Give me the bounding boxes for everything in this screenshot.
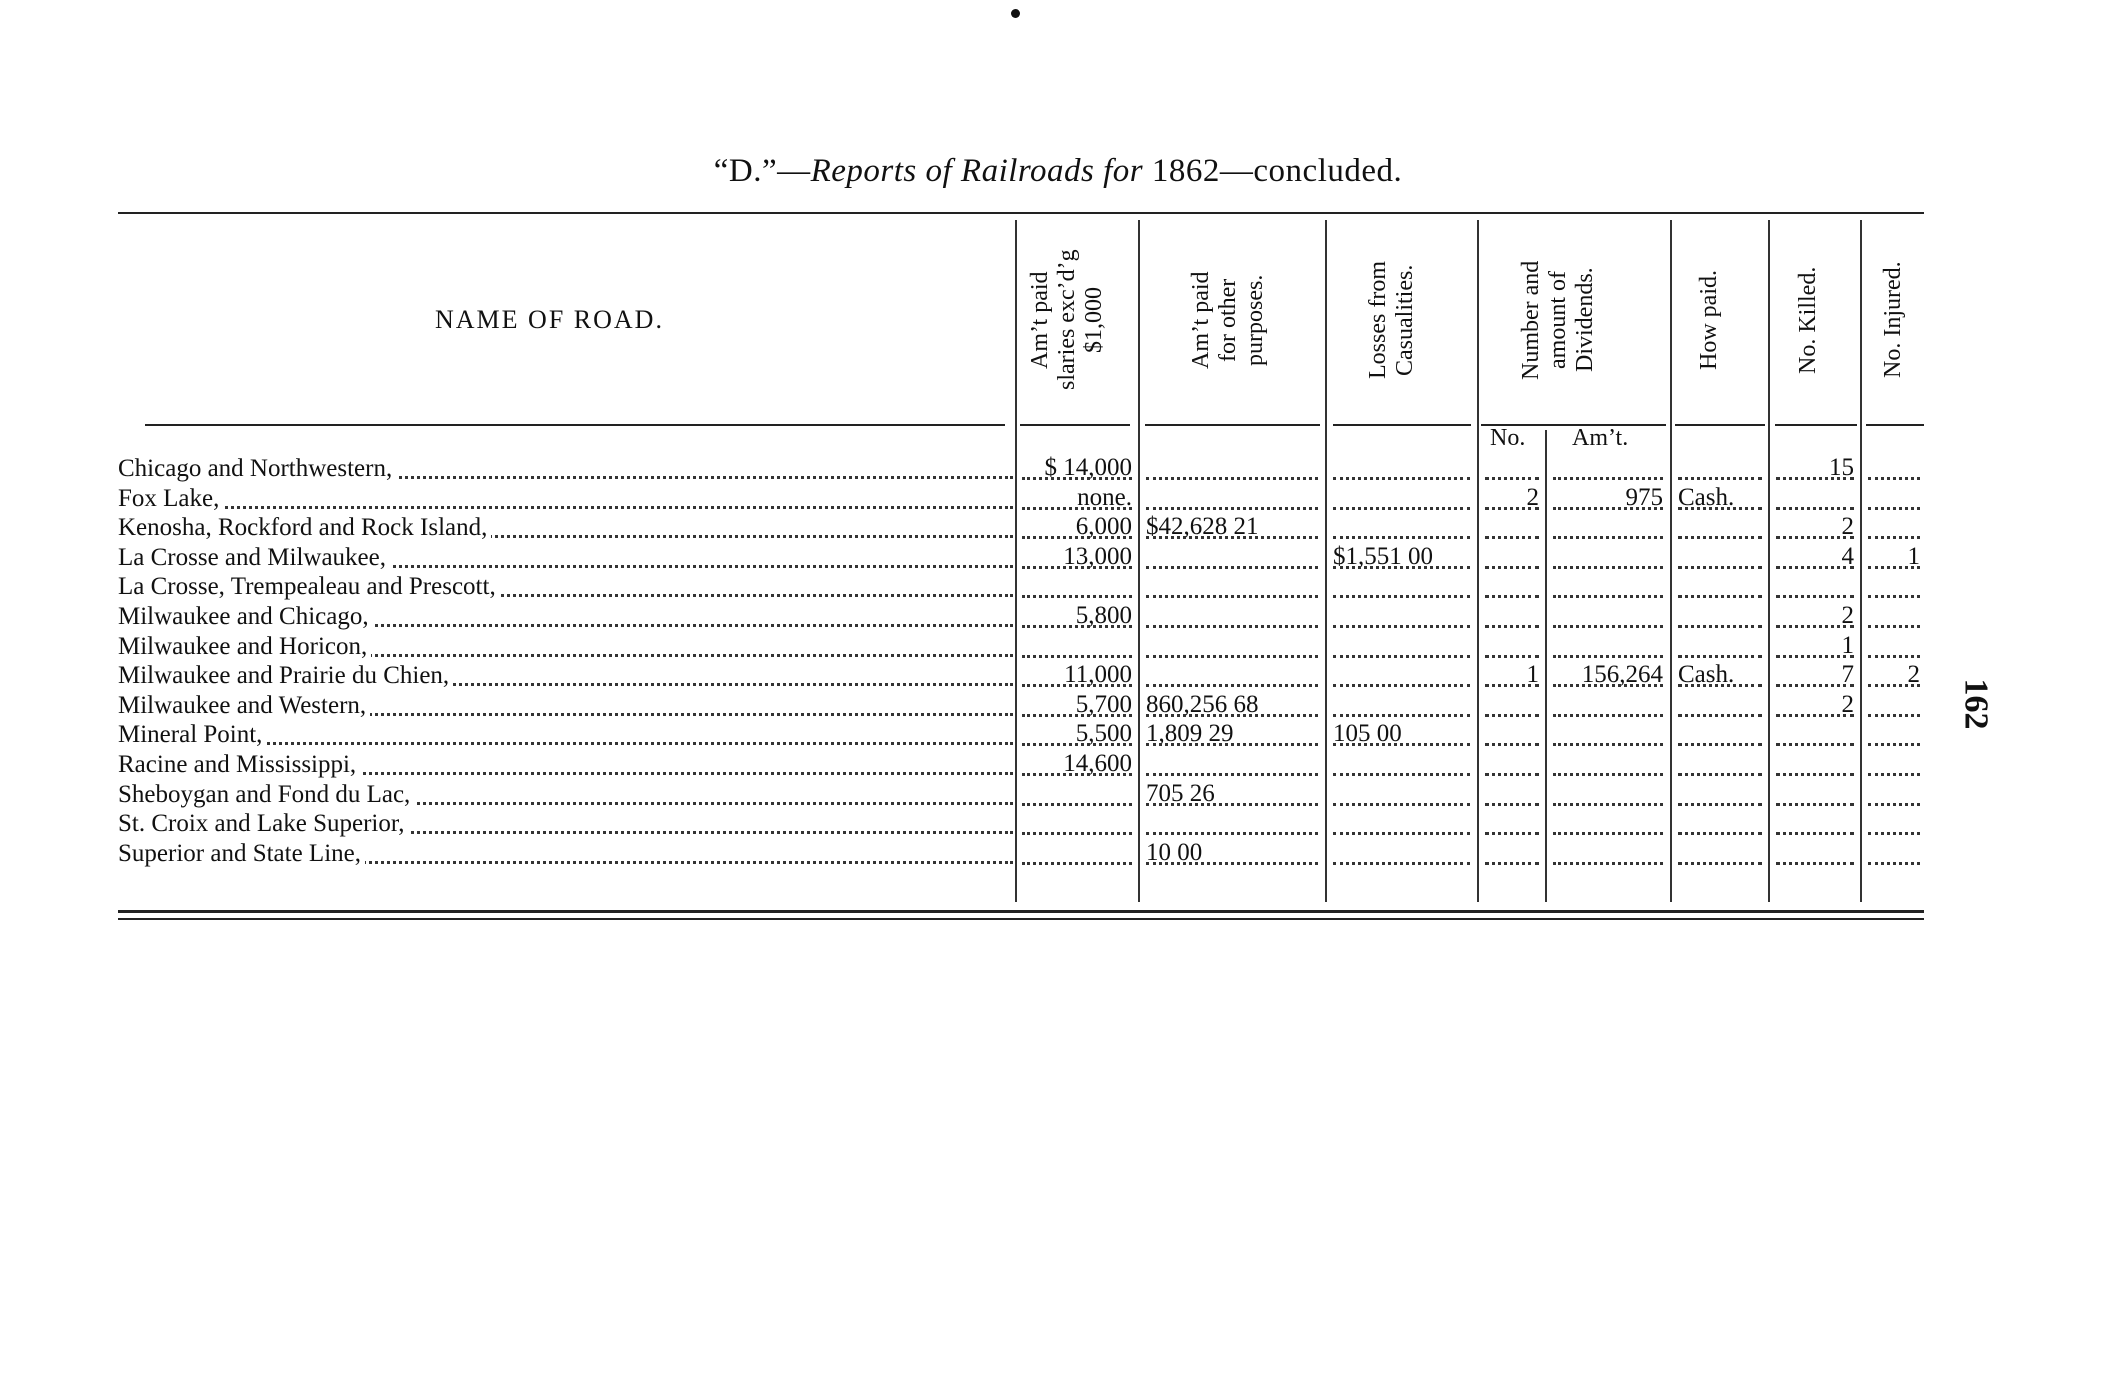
cell-other — [1142, 692, 1322, 721]
cell-value: $ 14,000 — [1042, 454, 1133, 482]
cell-value: 10 00 — [1146, 839, 1205, 867]
cell-losses — [1329, 810, 1474, 839]
cell-div-no — [1481, 662, 1543, 691]
cell-killed — [1772, 573, 1858, 602]
header-no-killed: No. Killed. — [1795, 266, 1821, 374]
cell-salaries — [1018, 544, 1136, 573]
cell-div-no — [1481, 455, 1543, 484]
cell-other — [1142, 514, 1322, 543]
road-name — [118, 603, 1013, 631]
cell-value: 4 — [1839, 543, 1855, 571]
cell-value: $1,551 00 — [1333, 543, 1436, 571]
cell-value: 975 — [1623, 484, 1664, 512]
road-name-label: Racine and Mississippi, — [118, 751, 360, 778]
cell-div-amt — [1549, 633, 1667, 662]
cell-salaries — [1018, 514, 1136, 543]
cell-div-no — [1481, 514, 1543, 543]
cell-div-amt — [1549, 662, 1667, 691]
cell-injured — [1864, 840, 1924, 869]
road-name-label: Milwaukee and Horicon, — [118, 633, 371, 660]
cell-how-paid — [1674, 721, 1766, 750]
cell-salaries — [1018, 810, 1136, 839]
cell-value: 13,000 — [1060, 543, 1132, 571]
cell-salaries — [1018, 485, 1136, 514]
cell-losses — [1329, 840, 1474, 869]
page-number: 162 — [1957, 678, 1995, 730]
cell-value: 2 — [1905, 661, 1921, 689]
road-name — [118, 485, 1013, 513]
header-underline — [145, 424, 1005, 426]
table-row — [0, 692, 2116, 721]
cell-other — [1142, 573, 1322, 602]
cell-other — [1142, 781, 1322, 810]
cell-injured — [1864, 692, 1924, 721]
road-name-label: Kenosha, Rockford and Rock Island, — [118, 514, 491, 541]
cell-value: 705 26 — [1146, 780, 1218, 808]
cell-other — [1142, 810, 1322, 839]
road-name — [118, 455, 1013, 483]
cell-how-paid — [1674, 751, 1766, 780]
cell-div-no — [1481, 840, 1543, 869]
cell-div-amt — [1549, 840, 1667, 869]
cell-how-paid — [1674, 633, 1766, 662]
cell-killed — [1772, 633, 1858, 662]
cell-salaries — [1018, 662, 1136, 691]
title-suffix: 1862—concluded. — [1143, 153, 1403, 189]
cell-how-paid — [1674, 603, 1766, 632]
cell-other — [1142, 840, 1322, 869]
cell-value: 2 — [1839, 691, 1855, 719]
cell-how-paid — [1674, 573, 1766, 602]
road-name — [118, 662, 1013, 690]
cell-killed — [1772, 455, 1858, 484]
header-underline — [1775, 424, 1857, 426]
cell-div-amt — [1549, 751, 1667, 780]
table-bottom-rule — [118, 918, 1924, 920]
cell-value: 2 — [1839, 602, 1855, 630]
cell-injured — [1864, 455, 1924, 484]
cell-injured — [1864, 544, 1924, 573]
cell-killed — [1772, 662, 1858, 691]
cell-how-paid — [1674, 692, 1766, 721]
road-name — [118, 840, 1013, 868]
road-name-label: La Crosse and Milwaukee, — [118, 544, 390, 571]
road-name — [118, 544, 1013, 572]
cell-div-amt — [1549, 781, 1667, 810]
cell-injured — [1864, 751, 1924, 780]
title-italic: Reports of Railroads for — [810, 153, 1144, 189]
cell-losses — [1329, 721, 1474, 750]
table-row — [0, 781, 2116, 810]
table-row — [0, 573, 2116, 602]
road-name-label: Chicago and Northwestern, — [118, 455, 396, 482]
cell-div-amt — [1549, 514, 1667, 543]
cell-value: 105 00 — [1333, 720, 1405, 748]
table-row — [0, 514, 2116, 543]
cell-how-paid — [1674, 810, 1766, 839]
cell-div-no — [1481, 751, 1543, 780]
cell-losses — [1329, 781, 1474, 810]
road-name — [118, 751, 1013, 779]
cell-div-amt — [1549, 544, 1667, 573]
cell-div-no — [1481, 781, 1543, 810]
cell-salaries — [1018, 692, 1136, 721]
header-name-of-road: NAME OF ROAD. — [435, 305, 664, 334]
cell-losses — [1329, 573, 1474, 602]
cell-injured — [1864, 573, 1924, 602]
cell-value: 1 — [1524, 661, 1540, 689]
header-underline — [1145, 424, 1320, 426]
header-underline — [1675, 424, 1765, 426]
road-name-label: Fox Lake, — [118, 485, 223, 512]
cell-injured — [1864, 721, 1924, 750]
cell-how-paid — [1674, 840, 1766, 869]
cell-div-no — [1481, 544, 1543, 573]
table-row — [0, 721, 2116, 750]
cell-other — [1142, 455, 1322, 484]
table-bottom-rule — [118, 910, 1924, 913]
cell-div-no — [1481, 573, 1543, 602]
header-dividends: Number and amount of Dividends. — [1518, 260, 1598, 380]
cell-value: Cash. — [1678, 661, 1737, 689]
road-name — [118, 781, 1013, 809]
road-name-label: Sheboygan and Fond du Lac, — [118, 781, 414, 808]
cell-div-amt — [1549, 692, 1667, 721]
cell-value: 7 — [1839, 661, 1855, 689]
cell-injured — [1864, 810, 1924, 839]
table-top-rule — [118, 212, 1924, 214]
cell-value: 2 — [1839, 513, 1855, 541]
cell-injured — [1864, 603, 1924, 632]
cell-other — [1142, 721, 1322, 750]
road-name — [118, 692, 1013, 720]
cell-salaries — [1018, 455, 1136, 484]
road-name — [118, 514, 1013, 542]
cell-salaries — [1018, 751, 1136, 780]
cell-killed — [1772, 514, 1858, 543]
cell-value: 6,000 — [1073, 513, 1132, 541]
cell-div-no — [1481, 692, 1543, 721]
cell-losses — [1329, 662, 1474, 691]
cell-salaries — [1018, 721, 1136, 750]
table-row — [0, 455, 2116, 484]
cell-losses — [1329, 692, 1474, 721]
header-underline — [1020, 424, 1130, 426]
cell-losses — [1329, 633, 1474, 662]
cell-injured — [1864, 662, 1924, 691]
road-name — [118, 721, 1013, 749]
cell-salaries — [1018, 573, 1136, 602]
cell-div-amt — [1549, 603, 1667, 632]
road-name-label: Mineral Point, — [118, 721, 266, 748]
table-row — [0, 485, 2116, 514]
cell-salaries — [1018, 603, 1136, 632]
header-salaries: Am’t paid slaries exc’d’g $1,000 — [1027, 249, 1107, 391]
page-title — [0, 153, 2116, 190]
road-name-label: Milwaukee and Western, — [118, 692, 370, 719]
cell-div-amt — [1549, 485, 1667, 514]
cell-killed — [1772, 781, 1858, 810]
cell-value: none. — [1074, 484, 1132, 512]
cell-value: 860,256 68 — [1146, 691, 1262, 719]
cell-value: 1 — [1905, 543, 1921, 571]
cell-killed — [1772, 721, 1858, 750]
cell-other — [1142, 633, 1322, 662]
cell-losses — [1329, 751, 1474, 780]
cell-losses — [1329, 455, 1474, 484]
cell-salaries — [1018, 781, 1136, 810]
cell-killed — [1772, 544, 1858, 573]
cell-div-amt — [1549, 810, 1667, 839]
cell-div-amt — [1549, 455, 1667, 484]
road-name-label: Superior and State Line, — [118, 840, 365, 867]
cell-value: 5,500 — [1073, 720, 1132, 748]
cell-other — [1142, 662, 1322, 691]
cell-injured — [1864, 514, 1924, 543]
cell-other — [1142, 603, 1322, 632]
header-underline — [1866, 424, 1924, 426]
cell-value: 156,264 — [1579, 661, 1663, 689]
header-other-purposes: Am’t paid for other purposes. — [1188, 271, 1268, 369]
cell-div-no — [1481, 603, 1543, 632]
road-name — [118, 573, 1013, 601]
cell-value: Cash. — [1678, 484, 1737, 512]
table-row — [0, 633, 2116, 662]
table-row — [0, 662, 2116, 691]
road-name-label: La Crosse, Trempealeau and Prescott, — [118, 573, 500, 600]
table-row — [0, 751, 2116, 780]
cell-value: 5,700 — [1073, 691, 1132, 719]
road-name-label: Milwaukee and Prairie du Chien, — [118, 662, 453, 689]
header-no-injured: No. Injured. — [1880, 261, 1906, 379]
cell-value: 11,000 — [1061, 661, 1132, 689]
cell-div-no — [1481, 721, 1543, 750]
ink-dot — [1011, 9, 1020, 18]
cell-value: 15 — [1826, 454, 1854, 482]
table-row — [0, 810, 2116, 839]
cell-how-paid — [1674, 781, 1766, 810]
header-how-paid: How paid. — [1696, 270, 1722, 370]
cell-div-amt — [1549, 573, 1667, 602]
cell-other — [1142, 751, 1322, 780]
road-name-label: Milwaukee and Chicago, — [118, 603, 373, 630]
road-name — [118, 633, 1013, 661]
cell-losses — [1329, 514, 1474, 543]
road-name-label: St. Croix and Lake Superior, — [118, 810, 408, 837]
header-losses: Losses from Casualities. — [1365, 261, 1418, 379]
cell-salaries — [1018, 633, 1136, 662]
cell-injured — [1864, 781, 1924, 810]
cell-value: 2 — [1524, 484, 1540, 512]
cell-how-paid — [1674, 455, 1766, 484]
table-row — [0, 544, 2116, 573]
cell-killed — [1772, 751, 1858, 780]
cell-div-no — [1481, 485, 1543, 514]
table-row — [0, 840, 2116, 869]
cell-losses — [1329, 544, 1474, 573]
table-row — [0, 603, 2116, 632]
header-dividend-no: No. — [1490, 425, 1526, 451]
cell-how-paid — [1674, 514, 1766, 543]
cell-value: 1 — [1839, 632, 1855, 660]
title-prefix: “D.”— — [713, 153, 811, 189]
cell-how-paid — [1674, 485, 1766, 514]
cell-killed — [1772, 810, 1858, 839]
cell-killed — [1772, 485, 1858, 514]
cell-div-no — [1481, 633, 1543, 662]
header-underline — [1333, 424, 1471, 426]
cell-value: 14,600 — [1060, 750, 1132, 778]
cell-other — [1142, 485, 1322, 514]
header-dividend-amount: Am’t. — [1572, 425, 1629, 451]
cell-value: 5,800 — [1073, 602, 1132, 630]
cell-value: 1,809 29 — [1146, 720, 1237, 748]
cell-killed — [1772, 692, 1858, 721]
cell-killed — [1772, 603, 1858, 632]
cell-losses — [1329, 485, 1474, 514]
cell-killed — [1772, 840, 1858, 869]
cell-losses — [1329, 603, 1474, 632]
cell-other — [1142, 544, 1322, 573]
cell-how-paid — [1674, 544, 1766, 573]
cell-div-no — [1481, 810, 1543, 839]
cell-value: $42,628 21 — [1146, 513, 1262, 541]
cell-injured — [1864, 633, 1924, 662]
road-name — [118, 810, 1013, 838]
cell-div-amt — [1549, 721, 1667, 750]
cell-injured — [1864, 485, 1924, 514]
cell-salaries — [1018, 840, 1136, 869]
cell-how-paid — [1674, 662, 1766, 691]
